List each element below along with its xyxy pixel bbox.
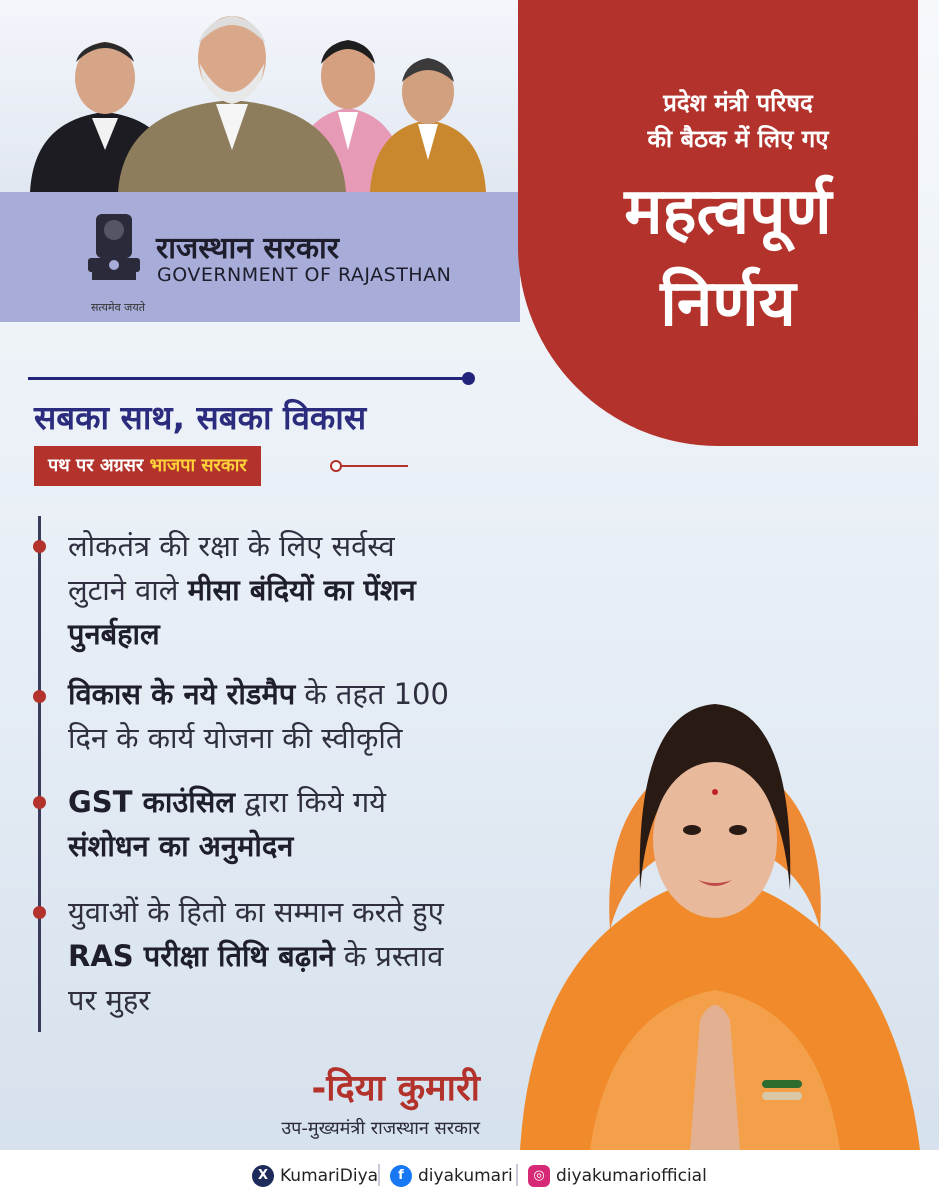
decision-1-line-3-bold: पुनर्बहाल bbox=[68, 617, 160, 651]
decision-1-line-2-bold: मीसा बंदियों का पेंशन bbox=[187, 573, 416, 607]
government-name-english: GOVERNMENT OF RAJASTHAN bbox=[157, 264, 452, 286]
decision-4-line-2-bold: RAS परीक्षा तिथि बढ़ाने bbox=[68, 939, 335, 973]
government-name-hindi: राजस्थान सरकार bbox=[156, 231, 340, 266]
decision-4-line-2-plain: के प्रस्ताव bbox=[334, 939, 444, 973]
decision-3-line-1-plain: द्वारा किये गये bbox=[235, 785, 386, 819]
social-separator bbox=[378, 1164, 380, 1186]
bullet-point-icon bbox=[33, 540, 46, 553]
decision-4-line-1: युवाओं के हितो का सम्मान करते हुए bbox=[68, 895, 444, 929]
decisions-timeline-rule bbox=[38, 516, 41, 1032]
decision-item-1 bbox=[68, 524, 538, 656]
decision-1-line-1: लोकतंत्र की रक्षा के लिए सर्वस्व bbox=[68, 529, 395, 563]
decision-2-line-2: दिन के कार्य योजना की स्वीकृति bbox=[68, 721, 403, 755]
x-icon: X bbox=[252, 1165, 274, 1187]
slogan-tag-line bbox=[336, 465, 408, 467]
social-separator bbox=[516, 1164, 518, 1186]
slogan-tag-dot bbox=[330, 460, 342, 472]
slogan-divider bbox=[28, 377, 468, 380]
leaders-illustration bbox=[0, 0, 520, 192]
social-facebook-handle: diyakumari bbox=[418, 1166, 513, 1186]
decision-item-3 bbox=[68, 780, 538, 868]
decision-1-line-2-plain: लुटाने वाले bbox=[68, 573, 188, 607]
bullet-point-icon bbox=[33, 906, 46, 919]
decision-2-line-1-bold: विकास के नये रोडमैप bbox=[68, 677, 296, 711]
slogan-tag bbox=[34, 446, 261, 486]
emblem-caption: सत्यमेव जयते bbox=[90, 301, 145, 314]
slogan-main: सबका साथ, सबका विकास bbox=[34, 398, 367, 437]
decision-3-line-1-bold: GST काउंसिल bbox=[68, 785, 236, 819]
social-instagram-link[interactable] bbox=[528, 1164, 707, 1188]
social-facebook-link[interactable] bbox=[390, 1164, 513, 1188]
slogan-tag-prefix: पथ पर अग्रसर bbox=[48, 455, 150, 476]
headline-panel bbox=[518, 0, 918, 446]
bullet-point-icon bbox=[33, 690, 46, 703]
ashoka-emblem-icon bbox=[78, 208, 150, 304]
bullet-point-icon bbox=[33, 796, 46, 809]
instagram-icon: ◎ bbox=[528, 1165, 550, 1187]
slogan-tag-highlight: भाजपा सरकार bbox=[149, 455, 247, 476]
facebook-icon: f bbox=[390, 1165, 412, 1187]
social-x-link[interactable] bbox=[252, 1164, 378, 1188]
decision-2-line-1 bbox=[68, 672, 538, 716]
headline-line-2: की बैठक में लिए गए bbox=[647, 125, 829, 153]
decision-4-line-2 bbox=[68, 934, 538, 978]
decision-1-line-3 bbox=[68, 612, 538, 656]
leaders-photo-band bbox=[0, 0, 520, 192]
decision-4-line-3: पर मुहर bbox=[68, 983, 151, 1017]
decision-item-2 bbox=[68, 672, 538, 760]
decision-3-line-1 bbox=[68, 780, 538, 824]
decision-3-line-2 bbox=[68, 824, 538, 868]
decision-1-line-2 bbox=[68, 568, 538, 612]
signature-name: -दिया कुमारी bbox=[311, 1068, 480, 1109]
headline-line-1: प्रदेश मंत्री परिषद bbox=[663, 89, 813, 117]
signature-title: उप-मुख्यमंत्री राजस्थान सरकार bbox=[281, 1118, 480, 1139]
social-footer bbox=[0, 1150, 939, 1200]
social-instagram-handle: diyakumariofficial bbox=[556, 1166, 707, 1186]
decision-3-line-2-bold: संशोधन का अनुमोदन bbox=[68, 829, 294, 863]
social-x-handle: KumariDiya bbox=[280, 1166, 379, 1186]
headline-decisions: निर्णय bbox=[660, 267, 796, 341]
deputy-cm-portrait bbox=[500, 690, 930, 1150]
slogan-divider-dot bbox=[462, 372, 475, 385]
decision-item-4 bbox=[68, 890, 538, 1022]
headline-important: महत्वपूर्ण bbox=[624, 175, 832, 249]
decision-2-line-1-plain: के तहत 100 bbox=[295, 677, 449, 711]
